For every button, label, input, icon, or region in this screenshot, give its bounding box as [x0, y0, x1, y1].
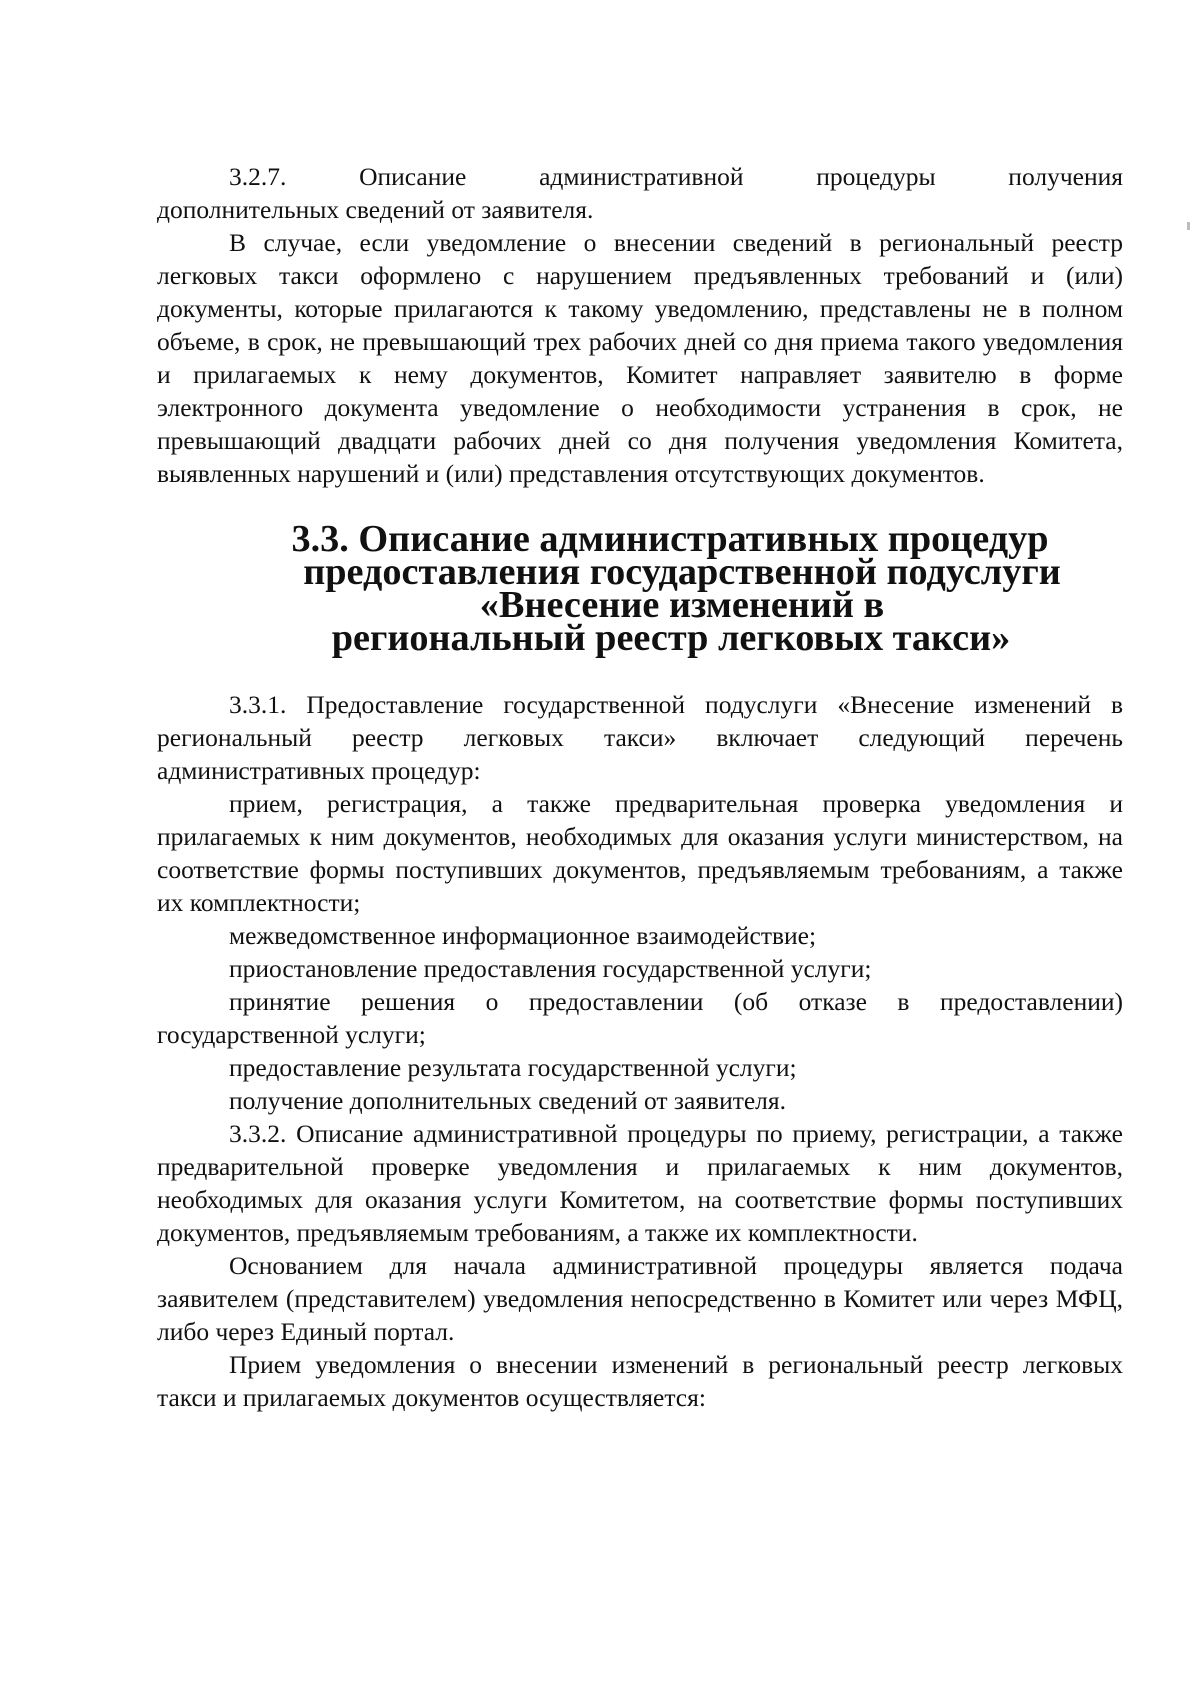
section-3-3-1-intro: 3.3.1. Предоставление государственной подуслуги «Внесение изменений в региональный реестр легковых такси» включает следующий перечень административных процедур: [157, 690, 1123, 785]
scan-mark [1187, 222, 1190, 230]
section-3-3-2-reception: Прием уведомления о внесении изменений в региональный реестр легковых такси и прилагаемых документов осуществляется: [157, 1350, 1123, 1412]
section-3-2-7-paragraph: В случае, если уведомление о внесении сведений в региональный реестр легковых такси оформлено с нарушением предъявленных требований и (или) документы, которые прилагаются к такому уведомлению, представлены не в полном объеме, в срок, не превышающий трех рабочих дней со дня приема такого уведомления и прилагаемых к нему документов, Комитет направляет заявителю в форме электронного документа уведомление о необходимости устранения в срок, не превышающий двадцати рабочих дней со дня получения уведомления Комитета, выявленных нарушений и (или) представления отсутствующих документов. [157, 228, 1123, 488]
heading-line-2: предоставления государственной подуслуги «Внесение изменений в [303, 551, 1061, 626]
procedure-item: межведомственное информационное взаимодействие; [229, 921, 817, 950]
section-3-3-2-intro: 3.3.2. Описание административной процедуры по приему, регистрации, а также предварительной проверке уведомления и прилагаемых к ним документов, необходимых для оказания услуги Комитетом, на соответствие формы поступивших документов, предъявляемым требованиям, а также их комплектности. [157, 1119, 1123, 1247]
procedure-item: прием, регистрация, а также предварительная проверка уведомления и прилагаемых к ним документов, необходимых для оказания услуги министерством, на соответствие формы поступивших документов, предъявляемым требованиям, а также их комплектности; [157, 789, 1123, 917]
spacer [157, 655, 1123, 688]
heading-line-1: 3.3. Описание административных процедур [291, 518, 1049, 560]
section-3-3-heading [157, 518, 1123, 659]
procedure-item: предоставление результата государственной услуги; [229, 1053, 797, 1082]
section-3-2-7-title: 3.2.7. Описание административной процедуры получения [229, 162, 1123, 191]
procedure-item: приостановление предоставления государственной услуги; [229, 954, 872, 983]
procedure-item: принятие решения о предоставлении (об отказе в предоставлении) государственной услуги; [157, 987, 1123, 1049]
section-3-3-2-basis: Основанием для начала административной процедуры является подача заявителем (представителем) уведомления непосредственно в Комитет или через МФЦ, либо через Единый портал. [157, 1251, 1123, 1346]
heading-line-3: региональный реестр легковых такси» [331, 617, 1011, 659]
document-body [157, 160, 1123, 1414]
procedure-item: получение дополнительных сведений от заявителя. [229, 1086, 787, 1115]
section-3-2-7-title-continuation: дополнительных сведений от заявителя. [157, 195, 594, 224]
